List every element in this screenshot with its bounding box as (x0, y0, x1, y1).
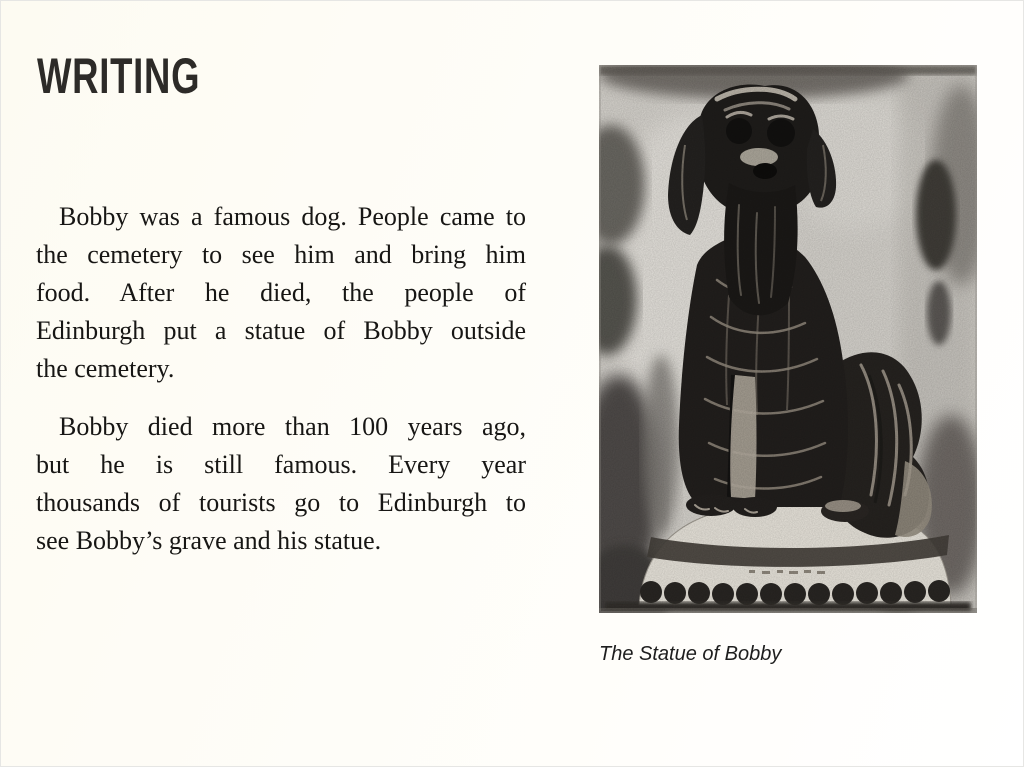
article-text (36, 198, 526, 560)
text-line: the cemetery to see him and bring him (36, 240, 526, 269)
statue-photo-art (599, 65, 977, 613)
text-line: the cemetery. (36, 354, 175, 383)
text-line: Bobby was a famous dog. People came to (59, 202, 526, 231)
photo-caption: The Statue of Bobby (599, 643, 782, 665)
text-line: food. After he died, the people of (36, 278, 526, 307)
text-line: thousands of tourists go to Edinburgh to (36, 488, 526, 517)
section-heading: WRITING (37, 48, 201, 104)
photo-grain (599, 65, 977, 613)
statue-figure (599, 65, 977, 613)
paragraph-2 (36, 408, 526, 560)
text-line: see Bobby’s grave and his statue. (36, 526, 382, 555)
text-line: Edinburgh put a statue of Bobby outside (36, 316, 526, 345)
text-line: but he is still famous. Every year (36, 450, 526, 479)
statue-photo (599, 65, 977, 613)
paragraph-1 (36, 198, 526, 388)
text-line: Bobby died more than 100 years ago, (59, 412, 526, 441)
